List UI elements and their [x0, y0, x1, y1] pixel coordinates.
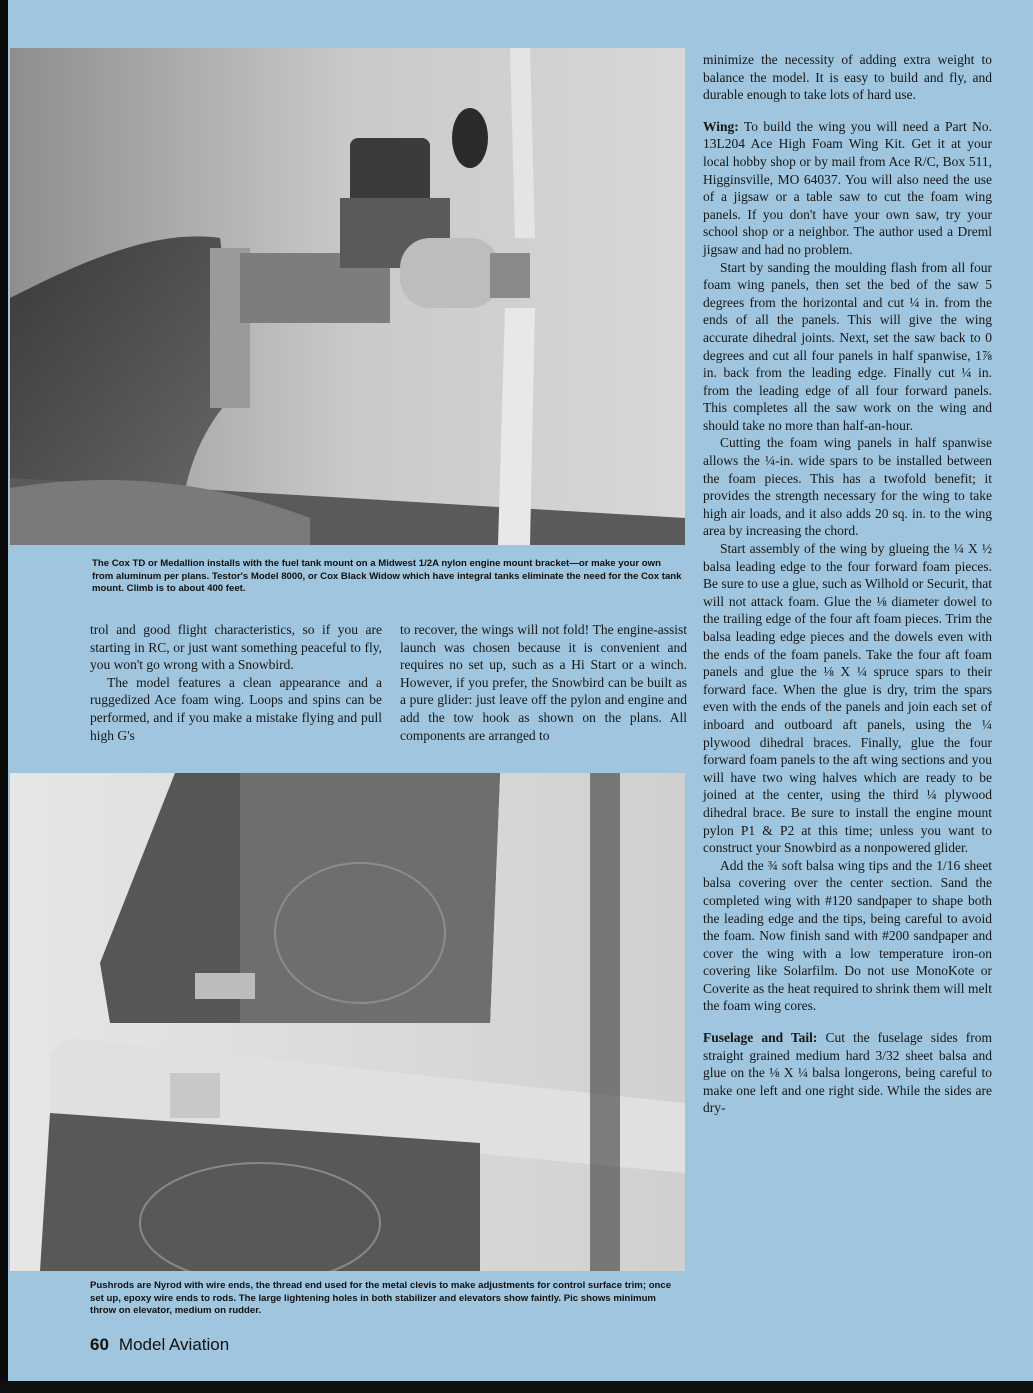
- wing-heading: Wing:: [703, 118, 739, 134]
- left-paragraph-1: trol and good flight characteristics, so if you are starting in RC, or just want something peaceful to fly, you won't go wrong with a Snowbird.: [90, 622, 382, 673]
- wing-paragraph-3: Cutting the foam wing panels in half spanwise allows the ¼-in. wide spars to be installed between the foam pieces. This has a twofold benefit; it provides the strength necessary for the wing to take high air loads, and it also adds 20 sq. in. to the wing area by increasing the chord.: [703, 435, 992, 539]
- fuselage-paragraph-1: Cut the fuselage sides from straight grained medium hard 3/32 sheet balsa and glue on the ⅛ X ¼ balsa longerons, being careful to make one left and one right side. While the sides are dry-: [703, 1030, 993, 1116]
- right-paragraph-1: minimize the necessity of adding extra weight to balance the model. It is easy to build and fly, and durable enough to take lots of hard use.: [703, 52, 992, 103]
- engine-mount-photo: [10, 48, 685, 545]
- fuselage-heading: Fuselage and Tail:: [703, 1030, 818, 1046]
- wing-paragraph-5: Add the ¾ soft balsa wing tips and the 1/16 sheet balsa covering over the center section. Sand the completed wing with #120 sandpaper to shape both the leading edge and the tips, being careful to avoid the foam. Now finish sand with #200 sandpaper and cover the wing with a low temperature iron-on covering like Solarfilm. Do not use MonoKote or Coverite as the heat required to shrink them will melt the foam wing cores.: [703, 857, 992, 1014]
- article-column-left: [90, 621, 382, 744]
- magazine-name: Model Aviation: [118, 1335, 230, 1354]
- wing-paragraph-2: Start by sanding the moulding flash from all four foam wing panels, then set the bed of the saw 5 degrees from the horizontal and cut ¼ in. from the ends of all the panels. This will give the wing accurate dihedral joints. Next, set the saw back to 0 degrees and cut all four panels in half spanwise, 1⅞ in. back from the leading edge. Finally cut ¼ in. from the leading edge of all four forward panels. This completes all the saw work on the wing and should take no more than half-an-hour.: [703, 259, 992, 433]
- bottom-edge: [0, 1381, 1033, 1393]
- article-column-middle: [400, 621, 687, 744]
- article-column-right: [703, 51, 992, 1117]
- page-number: 60: [90, 1335, 109, 1354]
- tail-surfaces-photo: [10, 773, 685, 1271]
- middle-paragraph-1: to recover, the wings will not fold! The engine-assist launch was chosen because it is convenient and requires no set up, such as a Hi Start or a winch. However, if you prefer, the Snowbird can be built as a pure glider: just leave off the pylon and engine and add the tow hook as shown on the plans. All components are arranged to: [400, 622, 687, 743]
- page-edge: [0, 0, 8, 1393]
- wing-paragraph-1: To build the wing you will need a Part No. 13L204 Ace High Foam Wing Kit. Get it at your local hobby shop or by mail from Ace R/C, Box 511, Higginsville, MO 64037. You will also need the use of a jigsaw or a table saw to cut the foam wing panels. If you don't have your own saw, try your school shop or a neighbor. The author used a Dreml jigsaw and had no problem.: [703, 118, 992, 257]
- left-paragraph-2: The model features a clean appearance and a ruggedized Ace foam wing. Loops and spins can be performed, and if you make a mistake flying and pull high G's: [90, 674, 382, 743]
- page-footer: [90, 1335, 229, 1355]
- top-photo-caption: The Cox TD or Medallion installs with the fuel tank mount on a Midwest 1/2A nylon engine mount bracket—or make your own from aluminum per plans. Testor's Model 8000, or Cox Black Widow which have integral tanks eliminate the need for the Cox tank mount. Climb is to about 400 feet.: [92, 558, 682, 595]
- bottom-photo-caption: Pushrods are Nyrod with wire ends, the thread end used for the metal clevis to make adjustments for control surface trim; once set up, epoxy wire ends to rods. The large lightening holes in both stabilizer and elevators show faintly. Pic shows minimum throw on elevator, medium on rudder.: [90, 1280, 672, 1317]
- wing-section-paragraph: [703, 118, 992, 259]
- wing-paragraph-4: Start assembly of the wing by glueing the ¼ X ½ balsa leading edge to the four forward foam pieces. Be sure to use a glue, such as Wilhold or Securit, that will not attack foam. Glue the ⅛ diameter dowel to the trailing edge of the four aft foam pieces. Trim the balsa leading edge pieces and the dowels even with the ends of the foam panels. Take the four aft foam panels and glue the ⅛ X ¼ spruce spars to their forward face. When the glue is dry, trim the spars even with the ends of the panels and join each set of inboard and outboard aft panels, using the ¼ plywood dihedral braces. Finally, glue the four forward foam panels to the aft wing sections and you will have two wing halves which are ready to be joined at the center, using the third ¼ plywood dihedral brace. Be sure to install the engine mount pylon P1 & P2 at this time; unless you want to construct your Snowbird as a nonpowered glider.: [703, 541, 992, 856]
- fuselage-section-paragraph: [703, 1029, 992, 1117]
